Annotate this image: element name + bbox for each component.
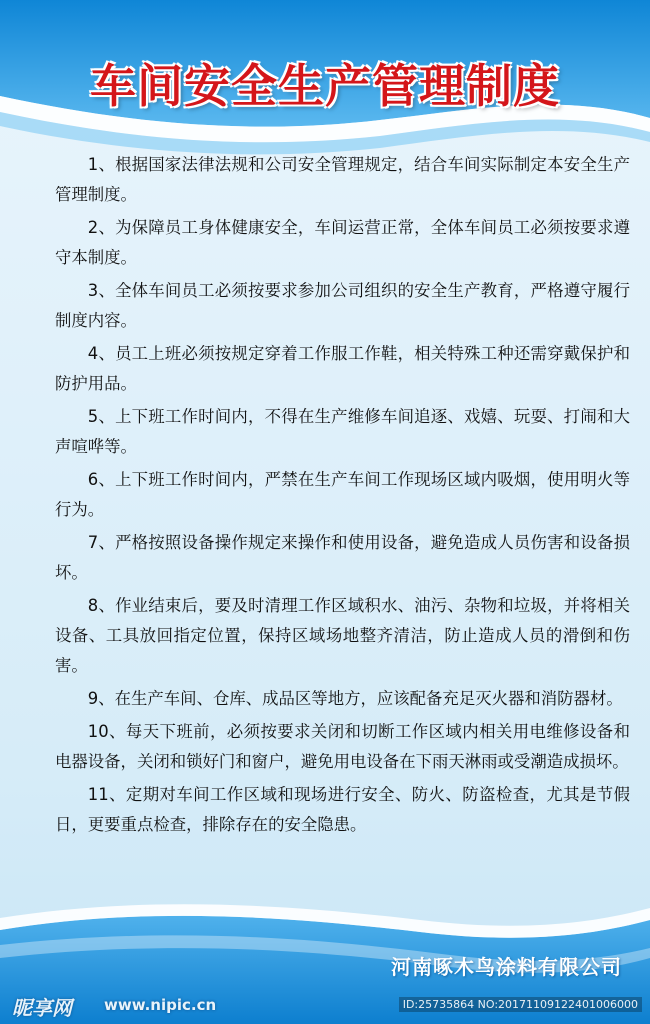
regulation-item-6: 6、上下班工作时间内，严禁在生产车间工作现场区域内吸烟，使用明火等行为。: [55, 470, 630, 519]
regulation-list: [55, 150, 630, 843]
regulation-item-5: 5、上下班工作时间内，不得在生产维修车间追逐、戏嬉、玩耍、打闹和大声喧哗等。: [55, 407, 630, 456]
regulation-item-3: 3、全体车间员工必须按要求参加公司组织的安全生产教育，严格遵守履行制度内容。: [55, 281, 630, 330]
company-name: 河南啄木鸟涂料有限公司: [391, 955, 622, 979]
page-title: 车间安全生产管理制度: [90, 59, 560, 113]
watermark-id: ID:25735864 NO:20171109122401006000: [399, 997, 642, 1012]
regulation-item-8: 8、作业结束后，要及时清理工作区域积水、油污、杂物和垃圾，并将相关设备、工具放回指定位置，保持区域场地整齐清洁，防止造成人员的滑倒和伤害。: [55, 596, 630, 675]
regulation-item-1: 1、根据国家法律法规和公司安全管理规定，结合车间实际制定本安全生产管理制度。: [55, 155, 630, 204]
regulation-item-4: 4、员工上班必须按规定穿着工作服工作鞋，相关特殊工种还需穿戴保护和防护用品。: [55, 344, 630, 393]
regulation-item-7: 7、严格按照设备操作规定来操作和使用设备，避免造成人员伤害和设备损坏。: [55, 533, 630, 582]
regulation-item-9: 9、在生产车间、仓库、成品区等地方，应该配备充足灭火器和消防器材。: [87, 689, 623, 708]
regulation-item-2: 2、为保障员工身体健康安全，车间运营正常，全体车间员工必须按要求遵守本制度。: [55, 218, 630, 267]
regulation-item-11: 11、定期对车间工作区域和现场进行安全、防火、防盗检查，尤其是节假日，更要重点检查，排除存在的安全隐患。: [55, 785, 630, 834]
regulation-item-10: 10、每天下班前，必须按要求关闭和切断工作区域内相关用电维修设备和电器设备，关闭和锁好门和窗户，避免用电设备在下雨天淋雨或受潮造成损坏。: [55, 722, 630, 771]
watermark-url: www.nipic.cn: [104, 996, 217, 1014]
watermark-logo: 昵享网: [12, 996, 72, 1020]
